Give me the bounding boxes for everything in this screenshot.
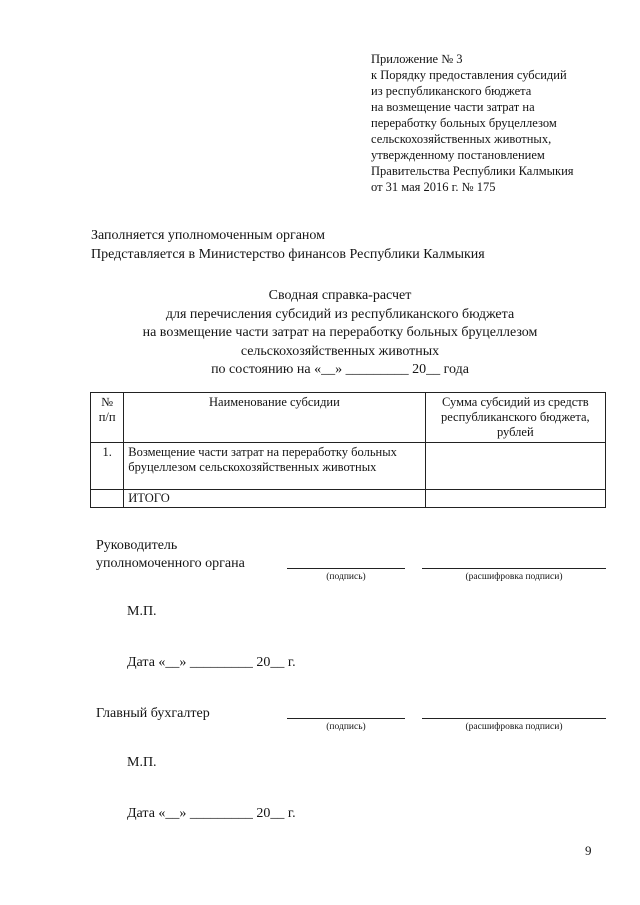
head-decode-caption: (расшифровка подписи) bbox=[465, 572, 563, 582]
head-label-line1: Руководитель bbox=[96, 538, 178, 553]
appendix-line: Приложение № 3 bbox=[371, 52, 463, 66]
total-sum[interactable] bbox=[425, 490, 605, 508]
filled-by-text: Заполняется уполномоченным органом bbox=[91, 228, 325, 243]
appendix-line: сельскохозяйственных животных, bbox=[371, 132, 552, 146]
appendix-line: к Порядку предоставления субсидий bbox=[371, 68, 567, 82]
title-line: сельскохозяйственных животных bbox=[240, 343, 440, 359]
appendix-line: из республиканского бюджета bbox=[371, 84, 532, 98]
head-label-line2: уполномоченного органа bbox=[96, 556, 245, 571]
appendix-line: на возмещение части затрат на bbox=[371, 100, 535, 114]
accountant-stamp-mark: М.П. bbox=[127, 755, 157, 770]
subsidy-table bbox=[90, 392, 606, 508]
accountant-signature-line[interactable] bbox=[287, 718, 405, 719]
accountant-date: Дата «__» _________ 20__ г. bbox=[127, 806, 296, 821]
accountant-decode-caption: (расшифровка подписи) bbox=[465, 722, 563, 732]
table-total-row bbox=[91, 490, 606, 508]
page-number: 9 bbox=[585, 843, 592, 858]
table-row bbox=[91, 443, 606, 490]
document-title bbox=[90, 287, 590, 380]
submitted-to-text: Представляется в Министерство финансов Республики Калмыкия bbox=[91, 247, 485, 262]
appendix-line: переработку больных бруцеллезом bbox=[371, 116, 557, 130]
total-num bbox=[91, 490, 124, 508]
header-num: № п/п bbox=[91, 393, 124, 443]
title-line: на возмещение части затрат на переработку больных бруцеллезом bbox=[142, 325, 538, 340]
title-line: Сводная справка-расчет bbox=[268, 288, 412, 303]
row-num: 1. bbox=[91, 443, 124, 490]
head-signatory-label bbox=[96, 537, 245, 573]
head-signature-line[interactable] bbox=[287, 568, 405, 569]
accountant-decode-line[interactable] bbox=[422, 718, 606, 719]
head-stamp-mark: М.П. bbox=[127, 604, 157, 619]
appendix-note bbox=[371, 51, 574, 195]
row-sum[interactable] bbox=[425, 443, 605, 490]
header-name: Наименование субсидии bbox=[124, 393, 425, 443]
appendix-line: от 31 мая 2016 г. № 175 bbox=[371, 180, 496, 194]
title-line: для перечисления субсидий из республиканского бюджета bbox=[165, 306, 515, 322]
appendix-line: утвержденному постановлением bbox=[371, 148, 545, 162]
total-label: ИТОГО bbox=[124, 490, 425, 508]
header-block bbox=[91, 226, 485, 264]
accountant-label: Главный бухгалтер bbox=[96, 706, 210, 721]
title-line: по состоянию на «__» _________ 20__ года bbox=[211, 362, 469, 377]
header-sum: Сумма субсидий из средств республиканского бюджета, рублей bbox=[425, 393, 605, 443]
accountant-sign-caption: (подпись) bbox=[326, 722, 366, 732]
table-header-row bbox=[91, 393, 606, 443]
head-decode-line[interactable] bbox=[422, 568, 606, 569]
row-name: Возмещение части затрат на переработку больных бруцеллезом сельскохозяйственных животных bbox=[124, 443, 425, 490]
head-date: Дата «__» _________ 20__ г. bbox=[127, 655, 296, 670]
head-sign-caption: (подпись) bbox=[326, 572, 366, 582]
appendix-line: Правительства Республики Калмыкия bbox=[371, 164, 574, 178]
